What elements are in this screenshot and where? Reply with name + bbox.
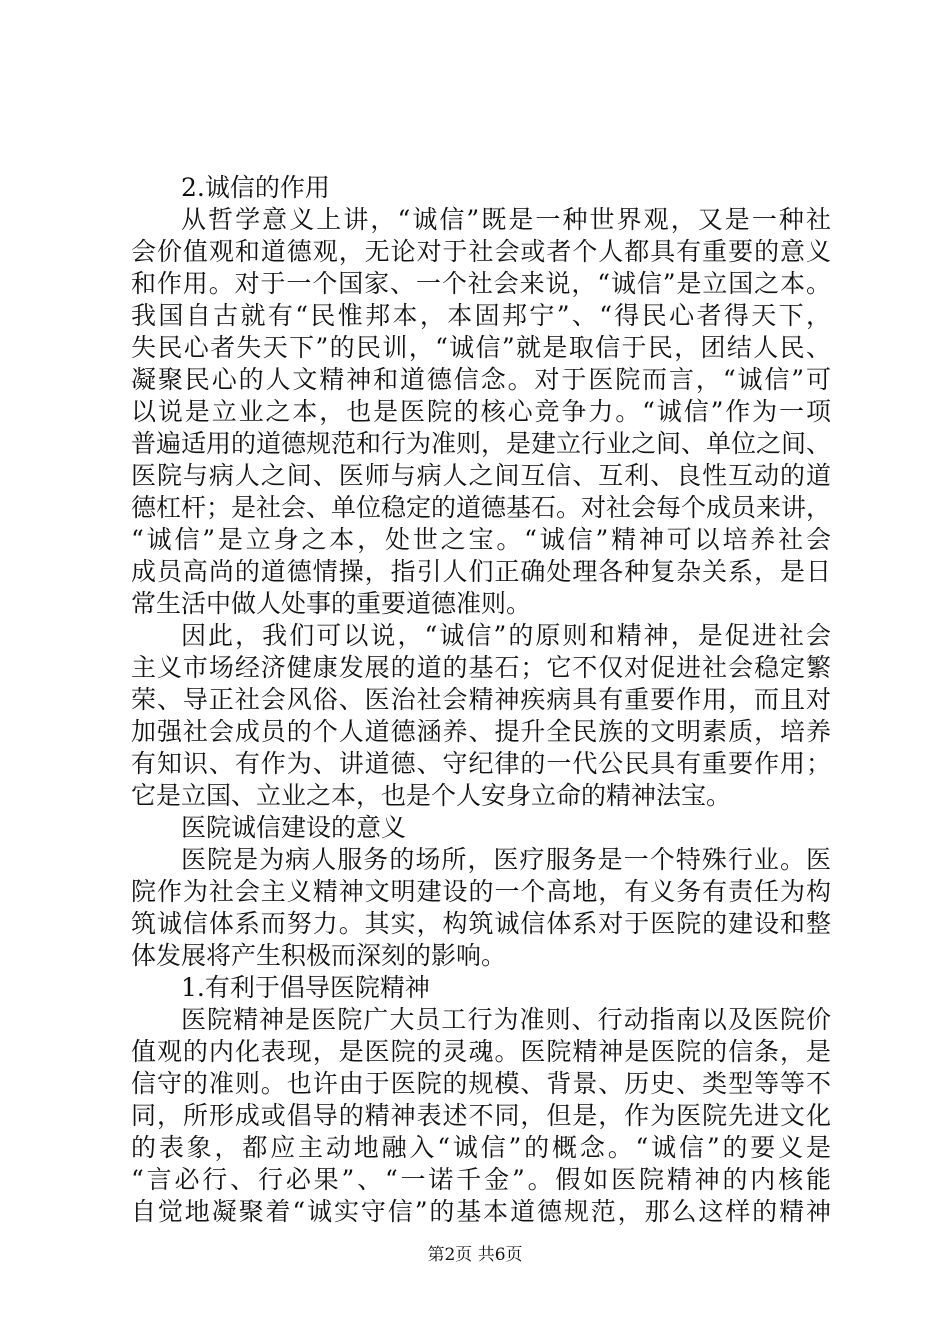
section-heading-role-of-integrity: 2.诚信的作用 bbox=[181, 173, 330, 202]
paragraph-line: 失民心者失天下”的民训，“诚信”就是取信于民，团结人民、 bbox=[131, 333, 831, 362]
paragraph-line: 医院是为病人服务的场所，医疗服务是一个特殊行业。医 bbox=[181, 845, 831, 874]
paragraph-line: 主义市场经济健康发展的道的基石；它不仅对促进社会稳定繁 bbox=[131, 653, 831, 682]
paragraph-line: 普遍适用的道德规范和行为准则，是建立行业之间、单位之间、 bbox=[131, 429, 831, 458]
paragraph-line: 医院精神是医院广大员工行为准则、行动指南以及医院价 bbox=[181, 1005, 831, 1034]
paragraph-line: 会价值观和道德观，无论对于社会或者个人都具有重要的意义 bbox=[131, 237, 831, 266]
paragraph-line: 有知识、有作为、讲道德、守纪律的一代公民具有重要作用； bbox=[131, 749, 831, 778]
paragraph-line: 筑诚信体系而努力。其实，构筑诚信体系对于医院的建设和整 bbox=[131, 909, 831, 938]
paragraph-line: 荣、导正社会风俗、医治社会精神疾病具有重要作用，而且对 bbox=[131, 685, 831, 714]
paragraph-line: 德杠杆；是社会、单位稳定的道德基石。对社会每个成员来讲， bbox=[131, 493, 831, 522]
paragraph-line: 的表象，都应主动地融入“诚信”的概念。“诚信”的要义是 bbox=[131, 1133, 831, 1162]
paragraph-line: 因此，我们可以说，“诚信”的原则和精神，是促进社会 bbox=[181, 621, 831, 650]
paragraph-line: 我国自古就有“民惟邦本，本固邦宁”、“得民心者得天下， bbox=[131, 301, 831, 330]
paragraph-line: 成员高尚的道德情操，指引人们正确处理各种复杂关系，是日 bbox=[131, 557, 831, 586]
paragraph-line: 从哲学意义上讲，“诚信”既是一种世界观，又是一种社 bbox=[181, 205, 831, 234]
paragraph-line: “言必行、行必果”、“一诺千金”。假如医院精神的内核能 bbox=[131, 1165, 831, 1194]
page-footer: 第2页 共6页 bbox=[427, 1245, 523, 1265]
paragraph-line: 体发展将产生积极而深刻的影响。 bbox=[131, 941, 507, 970]
section-heading-hospital-spirit: 1.有利于倡导医院精神 bbox=[181, 973, 430, 1002]
paragraph-line: 和作用。对于一个国家、一个社会来说，“诚信”是立国之本。 bbox=[131, 269, 831, 298]
paragraph-line: 以说是立业之本，也是医院的核心竞争力。“诚信”作为一项 bbox=[131, 397, 831, 426]
section-heading-hospital-integrity: 医院诚信建设的意义 bbox=[181, 813, 407, 842]
paragraph-line: 院作为社会主义精神文明建设的一个高地，有义务有责任为构 bbox=[131, 877, 831, 906]
paragraph-line: 同，所形成或倡导的精神表述不同，但是，作为医院先进文化 bbox=[131, 1101, 831, 1130]
paragraph-line: 自觉地凝聚着“诚实守信”的基本道德规范，那么这样的精神 bbox=[131, 1197, 831, 1226]
paragraph-line: 医院与病人之间、医师与病人之间互信、互利、良性互动的道 bbox=[131, 461, 831, 490]
paragraph-line: 值观的内化表现，是医院的灵魂。医院精神是医院的信条，是 bbox=[131, 1037, 831, 1066]
paragraph-line: 凝聚民心的人文精神和道德信念。对于医院而言，“诚信”可 bbox=[131, 365, 831, 394]
paragraph-line: 它是立国、立业之本，也是个人安身立命的精神法宝。 bbox=[131, 781, 732, 810]
paragraph-line: 常生活中做人处事的重要道德准则。 bbox=[131, 589, 532, 618]
paragraph-line: 加强社会成员的个人道德涵养、提升全民族的文明素质，培养 bbox=[131, 717, 831, 746]
paragraph-line: 信守的准则。也许由于医院的规模、背景、历史、类型等等不 bbox=[131, 1069, 831, 1098]
paragraph-line: “诚信”是立身之本，处世之宝。“诚信”精神可以培养社会 bbox=[131, 525, 831, 554]
